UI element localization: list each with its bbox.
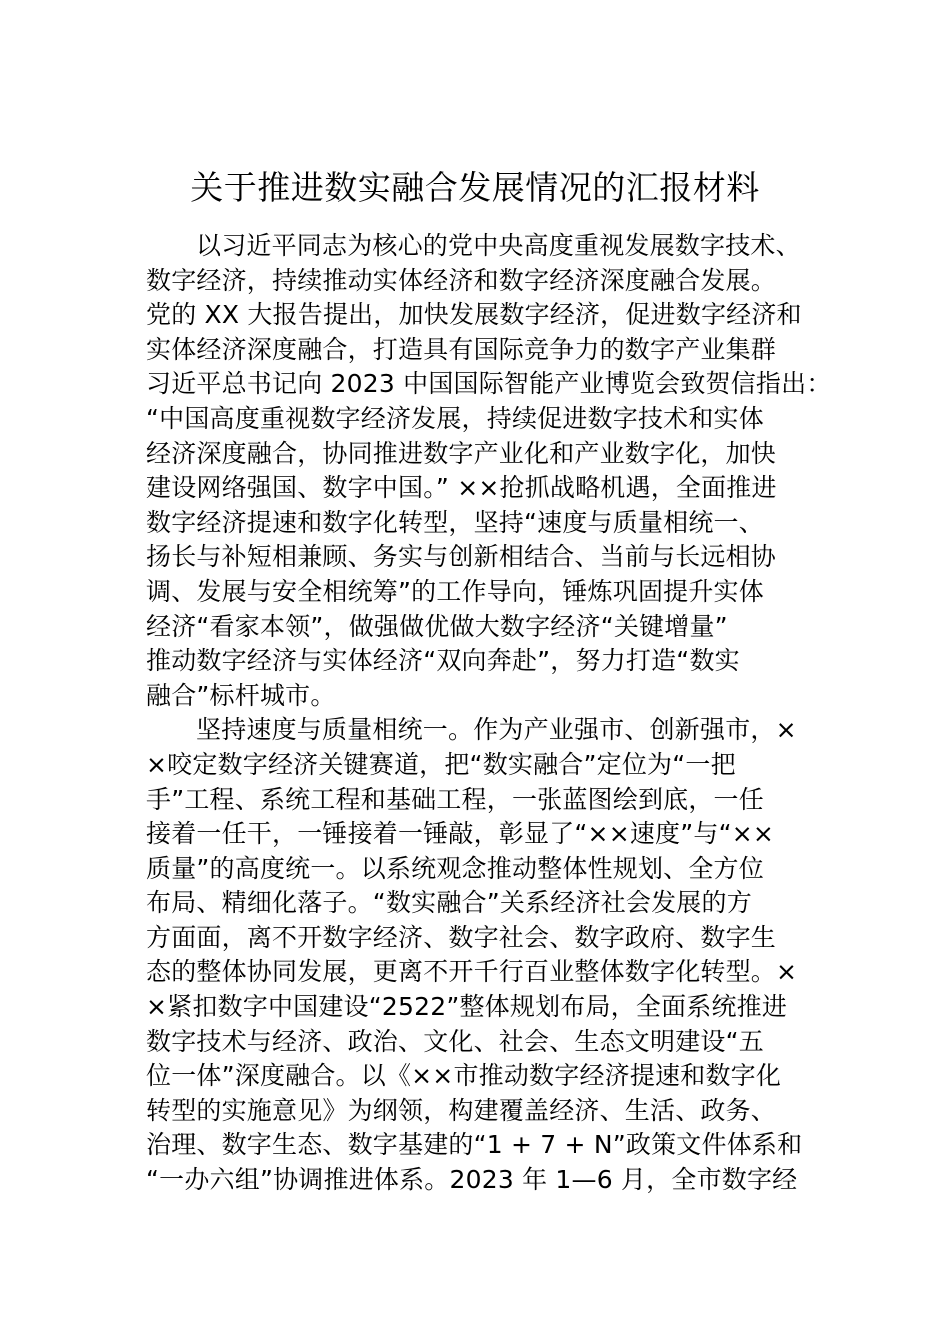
paragraph-line: 治理、数字生态、数字基建的“1 + 7 + N”政策文件体系和 <box>146 1130 803 1160</box>
document-body <box>146 229 832 1198</box>
paragraph-line: 调、发展与安全相统筹”的工作导向，锤炼巩固提升实体 <box>146 576 764 606</box>
paragraph-line: 推动数字经济与实体经济“双向奔赴”，努力打造“数实 <box>146 646 740 676</box>
document-title: 关于推进数实融合发展情况的汇报材料 <box>190 168 760 207</box>
paragraph-line: 以习近平同志为核心的党中央高度重视发展数字技术、 <box>196 231 801 260</box>
paragraph-line: 手”工程、系统工程和基础工程，一张蓝图绘到底，一任 <box>146 784 764 814</box>
paragraph-line: 坚持速度与质量相统一。作为产业强市、创新强市，× <box>196 715 797 745</box>
paragraph-line: 党的 XX 大报告提出，加快发展数字经济，促进数字经济和 <box>146 300 802 330</box>
paragraph-line: 建设网络强国、数字中国。” ××抢抓战略机遇，全面推进 <box>146 473 777 503</box>
paragraph-line: 融合”标杆城市。 <box>146 680 336 710</box>
paragraph-line: 经济深度融合，协同推进数字产业化和产业数字化，加快 <box>146 438 777 468</box>
paragraph-line: 位一体”深度融合。以《××市推动数字经济提速和数字化 <box>146 1061 782 1091</box>
paragraph-line: 数字经济，持续推动实体经济和数字经济深度融合发展。 <box>146 265 777 295</box>
paragraph-line: 态的整体协同发展，更离不开千行百业整体数字化转型。× <box>146 957 798 987</box>
paragraph-line: 习近平总书记向 2023 中国国际智能产业博览会致贺信指出： <box>146 369 832 399</box>
paragraph-line: 转型的实施意见》为纲领，构建覆盖经济、生活、政务、 <box>146 1095 777 1125</box>
paragraph-line: 扬长与补短相兼顾、务实与创新相结合、当前与长远相协 <box>146 542 777 572</box>
paragraph-line: 方面面，离不开数字经济、数字社会、数字政府、数字生 <box>146 922 777 952</box>
paragraph-line: 经济“看家本领”，做强做优做大数字经济“关键增量” <box>146 611 728 641</box>
paragraph-line: 接着一任干，一锤接着一锤敲，彰显了“××速度”与“×× <box>146 819 775 849</box>
paragraph-line: “中国高度重视数字经济发展，持续促进数字技术和实体 <box>146 403 764 433</box>
paragraph-line: 实体经济深度融合，打造具有国际竞争力的数字产业集群 <box>146 334 777 364</box>
paragraph-line: “一办六组”协调推进体系。2023 年 1—6 月，全市数字经 <box>146 1165 798 1195</box>
paragraph-line: ×紧扣数字中国建设“2522”整体规划布局，全面系统推进 <box>146 992 788 1022</box>
paragraph-line: 布局、精细化落子。“数实融合”关系经济社会发展的方 <box>146 888 752 918</box>
paragraph-line: 数字技术与经济、政治、文化、社会、生态文明建设“五 <box>146 1026 764 1056</box>
paragraph-line: ×咬定数字经济关键赛道，把“数实融合”定位为“一把 <box>146 749 736 779</box>
paragraph-line: 质量”的高度统一。以系统观念推动整体性规划、全方位 <box>146 853 764 883</box>
paragraph-line: 数字经济提速和数字化转型，坚持“速度与质量相统一、 <box>146 507 764 537</box>
